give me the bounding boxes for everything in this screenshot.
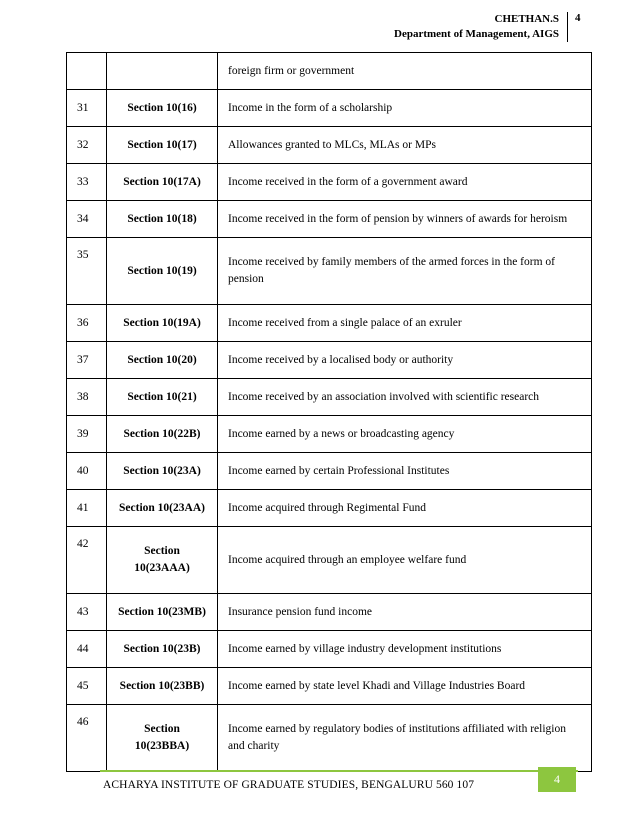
row-section: Section 10(17) [107, 127, 218, 164]
row-section: Section 10(23MB) [107, 594, 218, 631]
row-description: Income received by family members of the armed forces in the form of pension [218, 238, 592, 305]
row-section: Section 10(22B) [107, 416, 218, 453]
footer-institution: ACHARYA INSTITUTE OF GRADUATE STUDIES, BENGALURU 560 107 [103, 779, 475, 791]
row-section: Section 10(19A) [107, 305, 218, 342]
footer-page-number: 4 [538, 767, 576, 792]
row-description: Income received in the form of a government award [218, 164, 592, 201]
row-number: 40 [67, 453, 107, 490]
row-description: Insurance pension fund income [218, 594, 592, 631]
row-section: Section 10(20) [107, 342, 218, 379]
row-number: 33 [67, 164, 107, 201]
row-description: Allowances granted to MLCs, MLAs or MPs [218, 127, 592, 164]
table-row [67, 490, 592, 527]
table-row [67, 201, 592, 238]
table-row [67, 668, 592, 705]
row-section: Section 10(16) [107, 90, 218, 127]
row-number [67, 53, 107, 90]
row-section [107, 53, 218, 90]
header-author: CHETHAN.S [494, 13, 559, 25]
row-number: 38 [67, 379, 107, 416]
table-row [67, 453, 592, 490]
row-number: 39 [67, 416, 107, 453]
row-section: Section 10(23BB) [107, 668, 218, 705]
row-number: 34 [67, 201, 107, 238]
row-description: Income received in the form of pension by winners of awards for heroism [218, 201, 592, 238]
table-row [67, 127, 592, 164]
row-description: Income in the form of a scholarship [218, 90, 592, 127]
row-section: Section 10(23BBA) [107, 705, 218, 772]
table-row [67, 631, 592, 668]
table-row [67, 705, 592, 772]
row-section: Section 10(18) [107, 201, 218, 238]
header-department: Department of Management, AIGS [394, 28, 559, 40]
row-number: 44 [67, 631, 107, 668]
row-number: 41 [67, 490, 107, 527]
row-description: Income received by an association involved with scientific research [218, 379, 592, 416]
row-description: Income received by a localised body or authority [218, 342, 592, 379]
row-section: Section 10(23A) [107, 453, 218, 490]
row-number: 42 [67, 527, 107, 594]
table-body [67, 53, 592, 772]
income-exemptions-table [66, 52, 592, 772]
row-section: Section 10(17A) [107, 164, 218, 201]
row-number: 32 [67, 127, 107, 164]
header-page-number: 4 [575, 12, 581, 24]
row-number: 37 [67, 342, 107, 379]
row-number: 45 [67, 668, 107, 705]
table-row [67, 53, 592, 90]
row-description: Income received from a single palace of an exruler [218, 305, 592, 342]
table-row [67, 594, 592, 631]
row-description: Income earned by state level Khadi and Village Industries Board [218, 668, 592, 705]
table-row [67, 305, 592, 342]
row-section: Section 10(21) [107, 379, 218, 416]
row-number: 46 [67, 705, 107, 772]
row-section: Section 10(23B) [107, 631, 218, 668]
table-row [67, 416, 592, 453]
row-description: Income acquired through Regimental Fund [218, 490, 592, 527]
row-number: 36 [67, 305, 107, 342]
row-section: Section 10(19) [107, 238, 218, 305]
footer-rule [100, 770, 578, 772]
row-description: Income earned by a news or broadcasting agency [218, 416, 592, 453]
table-row [67, 238, 592, 305]
row-number: 43 [67, 594, 107, 631]
row-number: 31 [67, 90, 107, 127]
row-section: Section 10(23AAA) [107, 527, 218, 594]
row-description: Income earned by certain Professional Institutes [218, 453, 592, 490]
row-number: 35 [67, 238, 107, 305]
row-description: Income earned by regulatory bodies of institutions affiliated with religion and charity [218, 705, 592, 772]
row-description: Income earned by village industry development institutions [218, 631, 592, 668]
row-section: Section 10(23AA) [107, 490, 218, 527]
table-row [67, 164, 592, 201]
table-row [67, 342, 592, 379]
table-row [67, 90, 592, 127]
row-description: foreign firm or government [218, 53, 592, 90]
table-row [67, 379, 592, 416]
page-header [394, 12, 568, 42]
table-row [67, 527, 592, 594]
row-description: Income acquired through an employee welfare fund [218, 527, 592, 594]
